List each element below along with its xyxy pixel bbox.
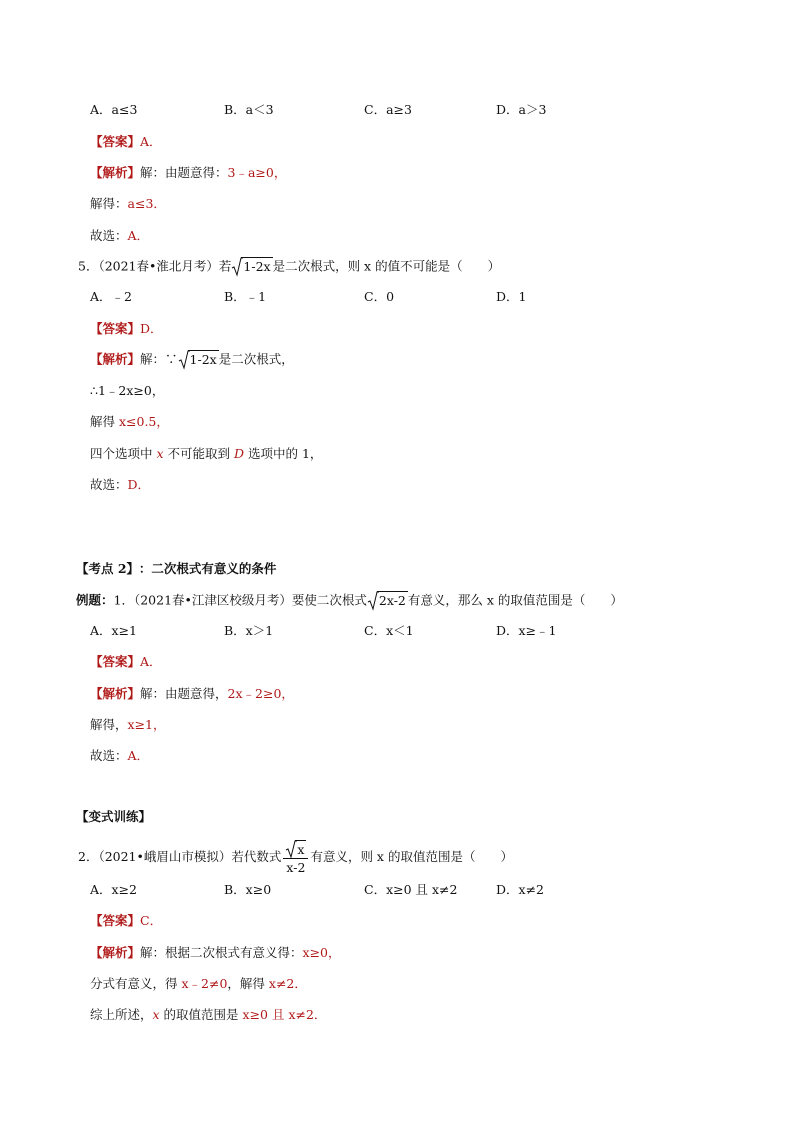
step-var: x bbox=[152, 1007, 160, 1022]
step-text: 四个选项中 bbox=[90, 446, 157, 461]
analysis-suffix: 是二次根式， bbox=[218, 351, 294, 367]
option-d: D．1 bbox=[496, 289, 527, 304]
q4-analysis bbox=[90, 164, 286, 182]
q5-line4 bbox=[90, 445, 322, 463]
section-title: ：二次根式有意义的条件 bbox=[138, 561, 277, 576]
analysis-expr: x≥0， bbox=[302, 945, 341, 960]
solve-expr: x≥1， bbox=[127, 717, 166, 732]
solve-expr: a≤3． bbox=[127, 196, 166, 211]
q5-choose bbox=[90, 476, 150, 494]
step-expr: x≤0.5， bbox=[118, 414, 169, 429]
radicand: 1-2x bbox=[189, 352, 217, 367]
step-text: 不可能取到 bbox=[163, 446, 234, 461]
sqrt-expression bbox=[178, 350, 219, 370]
q2-stem-prefix: 2．（2021•峨眉山市模拟）若代数式 bbox=[78, 849, 282, 864]
choose-text: 故选： bbox=[90, 477, 128, 492]
option-c: C．a≥3 bbox=[364, 102, 412, 117]
step-text: 解得 bbox=[90, 414, 119, 429]
option-b: B．x≥0 bbox=[224, 882, 272, 897]
option-b: B．﹣1 bbox=[224, 289, 267, 304]
example-label: 例题： bbox=[76, 592, 114, 608]
fraction-denominator: x-2 bbox=[286, 859, 306, 875]
option-d: D．x≠2 bbox=[496, 882, 544, 897]
analysis-text: 解：根据二次根式有意义得： bbox=[140, 945, 303, 960]
answer-tag: 【答案】 bbox=[90, 321, 141, 336]
option-c: C．0 bbox=[364, 289, 395, 304]
q5-stem-suffix: 是二次根式，则 x 的值不可能是（ ） bbox=[272, 258, 501, 274]
sqrt-expression bbox=[367, 591, 408, 611]
step-text: 选项中的 1， bbox=[244, 446, 323, 461]
q2-stem bbox=[78, 838, 513, 876]
option-d: D．a＞3 bbox=[496, 102, 547, 117]
analysis-tag: 【解析】 bbox=[90, 945, 141, 960]
option-a: A．x≥2 bbox=[90, 882, 138, 897]
step-expr: x≥0 且 x≠2． bbox=[242, 1007, 327, 1022]
q5-stem-prefix: 5．（2021春•淮北月考）若 bbox=[78, 258, 232, 274]
fraction bbox=[283, 839, 308, 876]
option-a: A．﹣2 bbox=[90, 289, 132, 304]
step-var: x bbox=[156, 446, 164, 461]
choose-text: 故选： bbox=[90, 748, 128, 763]
sqrt-expression bbox=[231, 257, 272, 277]
q2-analysis bbox=[90, 944, 341, 962]
ex1-choose bbox=[90, 747, 149, 765]
answer-value: A． bbox=[140, 654, 162, 669]
analysis-tag: 【解析】 bbox=[90, 351, 141, 367]
q5-answer bbox=[90, 320, 163, 338]
choose-value: D． bbox=[127, 477, 151, 492]
solve-text: 解得， bbox=[90, 717, 128, 732]
radical-sign-icon bbox=[231, 257, 243, 277]
option-c: C．x＜1 bbox=[364, 623, 414, 638]
section-label: 【考点 2】 bbox=[76, 561, 133, 576]
option-b: B．x＞1 bbox=[224, 623, 274, 638]
step-text: 综上所述， bbox=[90, 1007, 153, 1022]
step-text: 分式有意义，得 bbox=[90, 976, 182, 991]
step-expr: x≠2． bbox=[268, 976, 307, 991]
answer-value: C． bbox=[140, 913, 163, 928]
choose-text: 故选： bbox=[90, 228, 128, 243]
step-text: ∴1﹣2x≥0， bbox=[90, 383, 165, 398]
answer-tag: 【答案】 bbox=[90, 913, 141, 928]
q2-stem-suffix: 有意义，则 x 的取值范围是（ ） bbox=[310, 849, 513, 864]
radicand: x bbox=[297, 841, 305, 857]
analysis-expr: 3﹣a≥0， bbox=[227, 165, 287, 180]
radical-sign-icon bbox=[178, 350, 190, 370]
option-c: C．x≥0 且 x≠2 bbox=[364, 882, 458, 897]
q5-analysis bbox=[90, 350, 294, 370]
analysis-tag: 【解析】 bbox=[90, 165, 141, 180]
option-b: B．a＜3 bbox=[224, 102, 274, 117]
choose-value: A． bbox=[127, 748, 150, 763]
option-a: A．x≥1 bbox=[90, 623, 138, 638]
answer-tag: 【答案】 bbox=[90, 654, 141, 669]
q2-line2 bbox=[90, 975, 307, 993]
ex1-stem-prefix: 1．（2021春•江津区校级月考）要使二次根式 bbox=[113, 592, 367, 608]
step-text: 的取值范围是 bbox=[159, 1007, 243, 1022]
analysis-text: 解：∵ bbox=[140, 351, 178, 367]
radical-sign-icon bbox=[285, 840, 297, 858]
q4-answer bbox=[90, 133, 162, 151]
section-heading bbox=[76, 560, 276, 578]
answer-value: A． bbox=[140, 134, 162, 149]
answer-value: D． bbox=[140, 321, 163, 336]
step-expr: x﹣2≠0 bbox=[181, 976, 228, 991]
analysis-expr: 2x﹣2≥0， bbox=[227, 686, 294, 701]
fraction-numerator bbox=[283, 839, 308, 859]
q4-solve bbox=[90, 195, 166, 213]
solve-text: 解得： bbox=[90, 196, 128, 211]
analysis-text: 解：由题意得， bbox=[140, 686, 228, 701]
step-var: D bbox=[234, 446, 245, 461]
q4-choose bbox=[90, 227, 149, 245]
ex1-solve bbox=[90, 716, 166, 734]
q2-answer bbox=[90, 912, 162, 930]
choose-value: A． bbox=[127, 228, 150, 243]
ex1-stem-suffix: 有意义，那么 x 的取值范围是（ ） bbox=[407, 592, 623, 608]
q2-line3 bbox=[90, 1006, 326, 1024]
option-d: D．x≥﹣1 bbox=[496, 623, 557, 638]
radical-sign-icon bbox=[367, 591, 379, 611]
analysis-tag: 【解析】 bbox=[90, 686, 141, 701]
option-a: A．a≤3 bbox=[90, 102, 138, 117]
step-text: ，解得 bbox=[227, 976, 269, 991]
ex1-analysis bbox=[90, 685, 294, 703]
radicand: 1-2x bbox=[243, 259, 271, 274]
ex1-stem bbox=[76, 591, 623, 611]
q5-line3 bbox=[90, 413, 169, 431]
ex1-answer bbox=[90, 653, 162, 671]
answer-tag: 【答案】 bbox=[90, 134, 141, 149]
analysis-text: 解：由题意得： bbox=[140, 165, 228, 180]
q5-stem bbox=[78, 257, 500, 277]
radicand: 2x-2 bbox=[378, 593, 406, 608]
sqrt-expression bbox=[285, 840, 306, 858]
q5-line2 bbox=[90, 382, 164, 400]
variant-heading: 【变式训练】 bbox=[76, 809, 152, 824]
